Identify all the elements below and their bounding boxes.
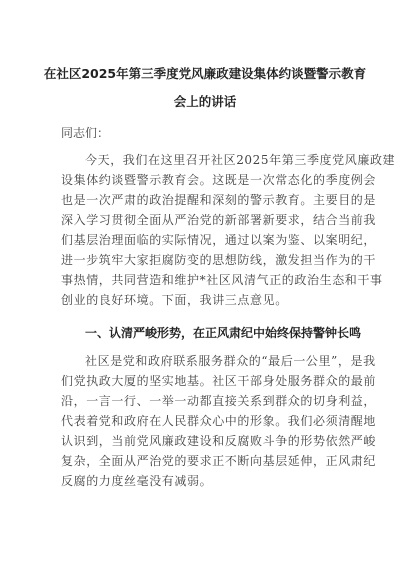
paragraph-line: 代表着党和政府在人民群众心中的形象。我们必须清醒地 [61,414,377,428]
paragraph-line: 们党执政大厦的坚实地基。社区干部身处服务群众的最前 [61,374,377,388]
section-heading: 一、认清严峻形势，在正风肃纪中始终保持警钟长鸣 [85,326,362,340]
paragraph-line: 深入学习贯彻全面从严治党的新部署新要求，结合当前我 [61,213,377,227]
paragraph-line: 复杂，全面从严治党的要求正不断向基层延伸，正风肃纪 [61,454,377,468]
paragraph-line: 创业的良好环境。下面，我讲三点意见。 [61,293,288,307]
paragraph-line: 也是一次严肃的政治提醒和深刻的警示教育。主要目的是 [61,193,377,207]
paragraph-line: 认识到，当前党风廉政建设和反腐败斗争的形势依然严峻 [61,434,377,448]
salutation: 同志们： [61,126,110,140]
paragraph-line: 进一步筑牢大家拒腐防变的思想防线，激发担当作为的干 [61,253,377,267]
paragraph-line: 沿，一言一行、一举一动都直接关系到群众的切身利益， [61,394,377,408]
paragraph-line: 事热情，共同营造和维护*社区风清气正的政治生态和干事 [61,273,383,287]
paragraph-line: 们基层治理面临的实际情况，通过以案为鉴、以案明纪， [61,233,377,247]
document-title-line1: 在社区2025年第三季度党风廉政建设集体约谈暨警示教育 [43,66,367,81]
paragraph-line: 反腐的力度丝毫没有减弱。 [61,474,213,488]
paragraph-line: 社区是党和政府联系服务群众的“最后一公里”，是我 [85,354,376,368]
paragraph-line: 今天，我们在这里召开社区2025年第三季度党风廉政建 [85,153,396,167]
document-title-line2: 会上的讲话 [173,94,237,109]
paragraph-line: 设集体约谈暨警示教育会。这既是一次常态化的季度例会 [61,173,377,187]
